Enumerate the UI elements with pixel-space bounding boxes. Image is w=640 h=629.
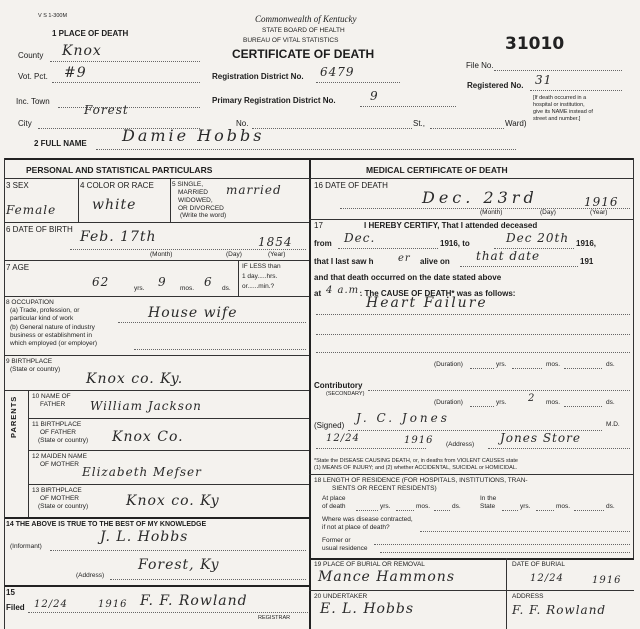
last-saw-fill: er bbox=[398, 253, 411, 264]
hospital-note: [If death occurred in a bbox=[533, 95, 587, 101]
if-less-label: 1 day.....hrs. bbox=[242, 273, 278, 280]
father-name-label: 10 NAME OF bbox=[32, 393, 71, 400]
duration-label: (Duration) bbox=[434, 361, 463, 368]
duration-yrs: yrs. bbox=[496, 361, 507, 368]
contracted-label: if not at place of death? bbox=[322, 524, 390, 531]
signature-address-value: Jones Store bbox=[500, 431, 581, 445]
duration2-mos-value: 2 bbox=[528, 393, 536, 404]
duration-mos: mos. bbox=[546, 361, 561, 368]
from-label: from bbox=[314, 239, 332, 248]
at-value: 4 a.m. bbox=[326, 285, 364, 296]
marital-label: 5 SINGLE, bbox=[172, 181, 204, 188]
month-label: (Month) bbox=[480, 209, 503, 216]
burial-place-value: Mance Hammons bbox=[318, 569, 456, 585]
county-label: County bbox=[18, 51, 44, 60]
mother-name-label: OF MOTHER bbox=[40, 461, 79, 468]
mos-label: mos. bbox=[180, 285, 195, 292]
street-label: St., bbox=[413, 119, 426, 128]
signature-address-label: (Address) bbox=[446, 441, 475, 448]
file-label: File No. bbox=[466, 61, 494, 70]
signature-date: 12/24 bbox=[326, 433, 360, 444]
filed-date: 12/24 bbox=[34, 599, 68, 610]
signed-label: (Signed) bbox=[314, 421, 345, 430]
at-place-label: At place bbox=[322, 495, 346, 502]
former-residence-label: Former or bbox=[322, 537, 351, 544]
registrar-signature: F. F. Rowland bbox=[140, 593, 248, 609]
informant-label: (Informant) bbox=[10, 543, 42, 550]
informant-value: J. L. Hobbs bbox=[100, 529, 189, 545]
in-state-label: In the bbox=[480, 495, 497, 502]
father-name-label: FATHER bbox=[40, 401, 66, 408]
marital-label: (Write the word) bbox=[180, 212, 227, 219]
full-name-value: Damie Hobbs bbox=[122, 126, 265, 145]
signature-year: 1916 bbox=[404, 435, 434, 446]
state-yrs: yrs. bbox=[520, 503, 531, 510]
age-years: 62 bbox=[92, 275, 110, 289]
dob-year: 1854 bbox=[258, 235, 293, 249]
year-label: (Year) bbox=[590, 209, 608, 216]
hospital-note: hospital or institution, bbox=[533, 102, 585, 108]
occurred-label: and that death occurred on the date stated above bbox=[314, 273, 502, 282]
marital-value: married bbox=[226, 183, 282, 197]
residence-mos: mos. bbox=[416, 503, 431, 510]
former-residence-label: usual residence bbox=[322, 545, 368, 552]
hospital-note: give its NAME instead of bbox=[533, 109, 593, 115]
cause-label: . The CAUSE OF DEATH* was as follows: bbox=[360, 289, 516, 298]
day-label: (Day) bbox=[226, 251, 242, 258]
certificate-title: CERTIFICATE OF DEATH bbox=[232, 47, 375, 61]
death-date-label: 16 DATE OF DEATH bbox=[314, 181, 388, 190]
contracted-label: Where was disease contracted, bbox=[322, 516, 413, 523]
yrs-label: yrs. bbox=[134, 285, 145, 292]
form-number: V S 1-300M bbox=[38, 13, 68, 19]
cause-value: Heart Failure bbox=[366, 295, 488, 311]
mother-name-label: 12 MAIDEN NAME bbox=[32, 453, 87, 460]
residence-label: SIENTS OR RECENT RESIDENTS) bbox=[332, 485, 437, 492]
marital-label: WIDOWED, bbox=[178, 197, 213, 204]
primary-district-value: 9 bbox=[370, 89, 379, 103]
residence-ds: ds. bbox=[452, 503, 461, 510]
informant-address-label: (Address) bbox=[76, 572, 105, 579]
occupation-sub: particular kind of work bbox=[10, 315, 74, 322]
death-date-value: Dec. 23rd bbox=[422, 188, 538, 207]
last-saw-label: that I last saw h bbox=[314, 257, 374, 266]
physician-signature: J. C. Jones bbox=[356, 411, 450, 425]
duration2-yrs: yrs. bbox=[496, 399, 507, 406]
dob-label: 6 DATE OF BIRTH bbox=[6, 225, 73, 234]
marital-label: OR DIVORCED bbox=[178, 205, 224, 212]
year-label: (Year) bbox=[268, 251, 286, 258]
state-mos: mos. bbox=[556, 503, 571, 510]
age-days: 6 bbox=[204, 275, 213, 289]
age-label: 7 AGE bbox=[6, 263, 30, 272]
filed-num: 15 bbox=[6, 588, 15, 597]
certify-number: 17 bbox=[314, 221, 323, 230]
duration2-mos: mos. bbox=[546, 399, 561, 406]
md-label: M.D. bbox=[606, 421, 620, 428]
month-label: (Month) bbox=[150, 251, 173, 258]
primary-district-label: Primary Registration District No. bbox=[212, 96, 336, 105]
burial-date-year: 1916 bbox=[592, 575, 622, 586]
father-birthplace-value: Knox Co. bbox=[112, 429, 184, 445]
bureau-line: BUREAU OF VITAL STATISTICS bbox=[243, 37, 339, 44]
undertaker-address-value: F. F. Rowland bbox=[512, 603, 607, 617]
alive-value: that date bbox=[476, 249, 541, 263]
medical-heading: MEDICAL CERTIFICATE OF DEATH bbox=[366, 165, 508, 175]
ds-label: ds. bbox=[222, 285, 231, 292]
place-of-death-label: 1 PLACE OF DEATH bbox=[52, 29, 129, 38]
city-label: City bbox=[18, 119, 32, 128]
color-value: white bbox=[92, 197, 137, 213]
hospital-note: street and number.] bbox=[533, 116, 581, 122]
burial-date-label: DATE OF BURIAL bbox=[512, 561, 565, 568]
footnote-line: *State the DISEASE CAUSING DEATH, or, in deaths from VIOLENT CAUSES state bbox=[314, 458, 518, 464]
full-name-label: 2 FULL NAME bbox=[34, 139, 87, 148]
mother-birthplace-label: 13 BIRTHPLACE bbox=[32, 487, 82, 494]
filed-year: 1916 bbox=[98, 599, 128, 610]
burial-place-label: 19 PLACE OF BURIAL OR REMOVAL bbox=[314, 561, 425, 568]
personal-heading: PERSONAL AND STATISTICAL PARTICULARS bbox=[26, 165, 213, 175]
contributory-label: Contributory bbox=[314, 381, 363, 390]
occupation-value: House wife bbox=[148, 305, 238, 321]
ward-label: Ward) bbox=[505, 119, 527, 128]
birthplace-label: 9 BIRTHPLACE bbox=[6, 358, 53, 365]
duration2-label: (Duration) bbox=[434, 399, 463, 406]
if-less-label: IF LESS than bbox=[242, 263, 281, 270]
from-value: Dec. bbox=[344, 231, 376, 245]
residence-label: 18 LENGTH OF RESIDENCE (FOR HOSPITALS, INSTITUTIONS, TRAN- bbox=[314, 477, 528, 484]
residence-yrs: yrs. bbox=[380, 503, 391, 510]
sex-value: Female bbox=[6, 203, 57, 217]
age-months: 9 bbox=[158, 275, 167, 289]
day-label: (Day) bbox=[540, 209, 556, 216]
informant-address-value: Forest, Ky bbox=[138, 557, 220, 573]
father-birthplace-sub: (State or country) bbox=[38, 437, 89, 444]
in-state-label: State bbox=[480, 503, 496, 510]
at-label: at bbox=[314, 289, 322, 298]
vot-pct-value: #9 bbox=[64, 65, 87, 81]
to-year: 1916, bbox=[576, 239, 597, 248]
alive-label: alive on bbox=[420, 257, 450, 266]
commonwealth-line: Commonwealth of Kentucky bbox=[255, 14, 357, 24]
burial-date-value: 12/24 bbox=[530, 573, 564, 584]
father-birthplace-label: 11 BIRTHPLACE bbox=[32, 421, 82, 428]
occupation-sub: (b) General nature of industry bbox=[10, 324, 95, 331]
mother-birthplace-value: Knox co. Ky bbox=[126, 493, 220, 509]
certify-text: I HEREBY CERTIFY, That I attended deceased bbox=[364, 221, 538, 230]
mother-birthplace-label: OF MOTHER bbox=[40, 495, 79, 502]
occupation-sub: (a) Trade, profession, or bbox=[10, 307, 80, 314]
undertaker-value: E. L. Hobbs bbox=[320, 601, 415, 617]
if-less-label: or......min.? bbox=[242, 283, 275, 290]
filed-label: Filed bbox=[6, 603, 25, 612]
sex-label: 3 SEX bbox=[6, 181, 29, 190]
secondary-label: (SECONDARY) bbox=[326, 391, 365, 397]
vot-pct-label: Vot. Pct. bbox=[18, 72, 48, 81]
occupation-label: 8 OCCUPATION bbox=[6, 299, 54, 306]
father-birthplace-label: OF FATHER bbox=[40, 429, 76, 436]
inc-town-label: Inc. Town bbox=[16, 97, 50, 106]
registered-value: 31 bbox=[535, 73, 553, 87]
duration-ds: ds. bbox=[606, 361, 615, 368]
occupation-sub: business or establishment in bbox=[10, 332, 93, 339]
occupation-sub: which employed (or employer) bbox=[10, 340, 98, 347]
undertaker-address-label: ADDRESS bbox=[512, 593, 544, 600]
street-no-label: No. bbox=[236, 119, 249, 128]
from-year: 1916, to bbox=[440, 239, 470, 248]
color-label: 4 COLOR OR RACE bbox=[80, 181, 154, 190]
to-value: Dec 20th bbox=[506, 231, 570, 245]
father-name-value: William Jackson bbox=[90, 399, 202, 413]
marital-label: MARRIED bbox=[178, 189, 208, 196]
birthplace-value: Knox co. Ky. bbox=[86, 371, 184, 387]
undertaker-label: 20 UNDERTAKER bbox=[314, 593, 368, 600]
birthplace-sub: (State or country) bbox=[10, 366, 61, 373]
duration2-ds: ds. bbox=[606, 399, 615, 406]
at-place-label: of death bbox=[322, 503, 346, 510]
mother-birthplace-sub: (State or country) bbox=[38, 503, 89, 510]
parents-label: PARENTS bbox=[9, 395, 18, 438]
registrar-label: REGISTRAR bbox=[258, 615, 291, 621]
death-date-year: 1916 bbox=[584, 195, 619, 209]
state-ds: ds. bbox=[606, 503, 615, 510]
registered-label: Registered No. bbox=[467, 81, 524, 90]
city-value: Forest bbox=[84, 103, 129, 117]
mother-name-value: Elizabeth Mefser bbox=[82, 465, 202, 479]
dob-month-day: Feb. 17th bbox=[80, 229, 157, 245]
state-board-line: STATE BOARD OF HEALTH bbox=[262, 27, 345, 34]
file-number-stamp: 31010 bbox=[505, 34, 565, 54]
alive-year: 191 bbox=[580, 257, 594, 266]
registration-district-value: 6479 bbox=[320, 65, 355, 79]
registration-district-label: Registration District No. bbox=[212, 72, 304, 81]
county-value: Knox bbox=[62, 43, 102, 59]
footnote-line: (1) MEANS OF INJURY; and (2) whether ACCIDENTAL, SUICIDAL or HOMICIDAL. bbox=[314, 465, 518, 471]
true-statement-label: 14 THE ABOVE IS TRUE TO THE BEST OF MY KNOWLEDGE bbox=[6, 521, 207, 528]
